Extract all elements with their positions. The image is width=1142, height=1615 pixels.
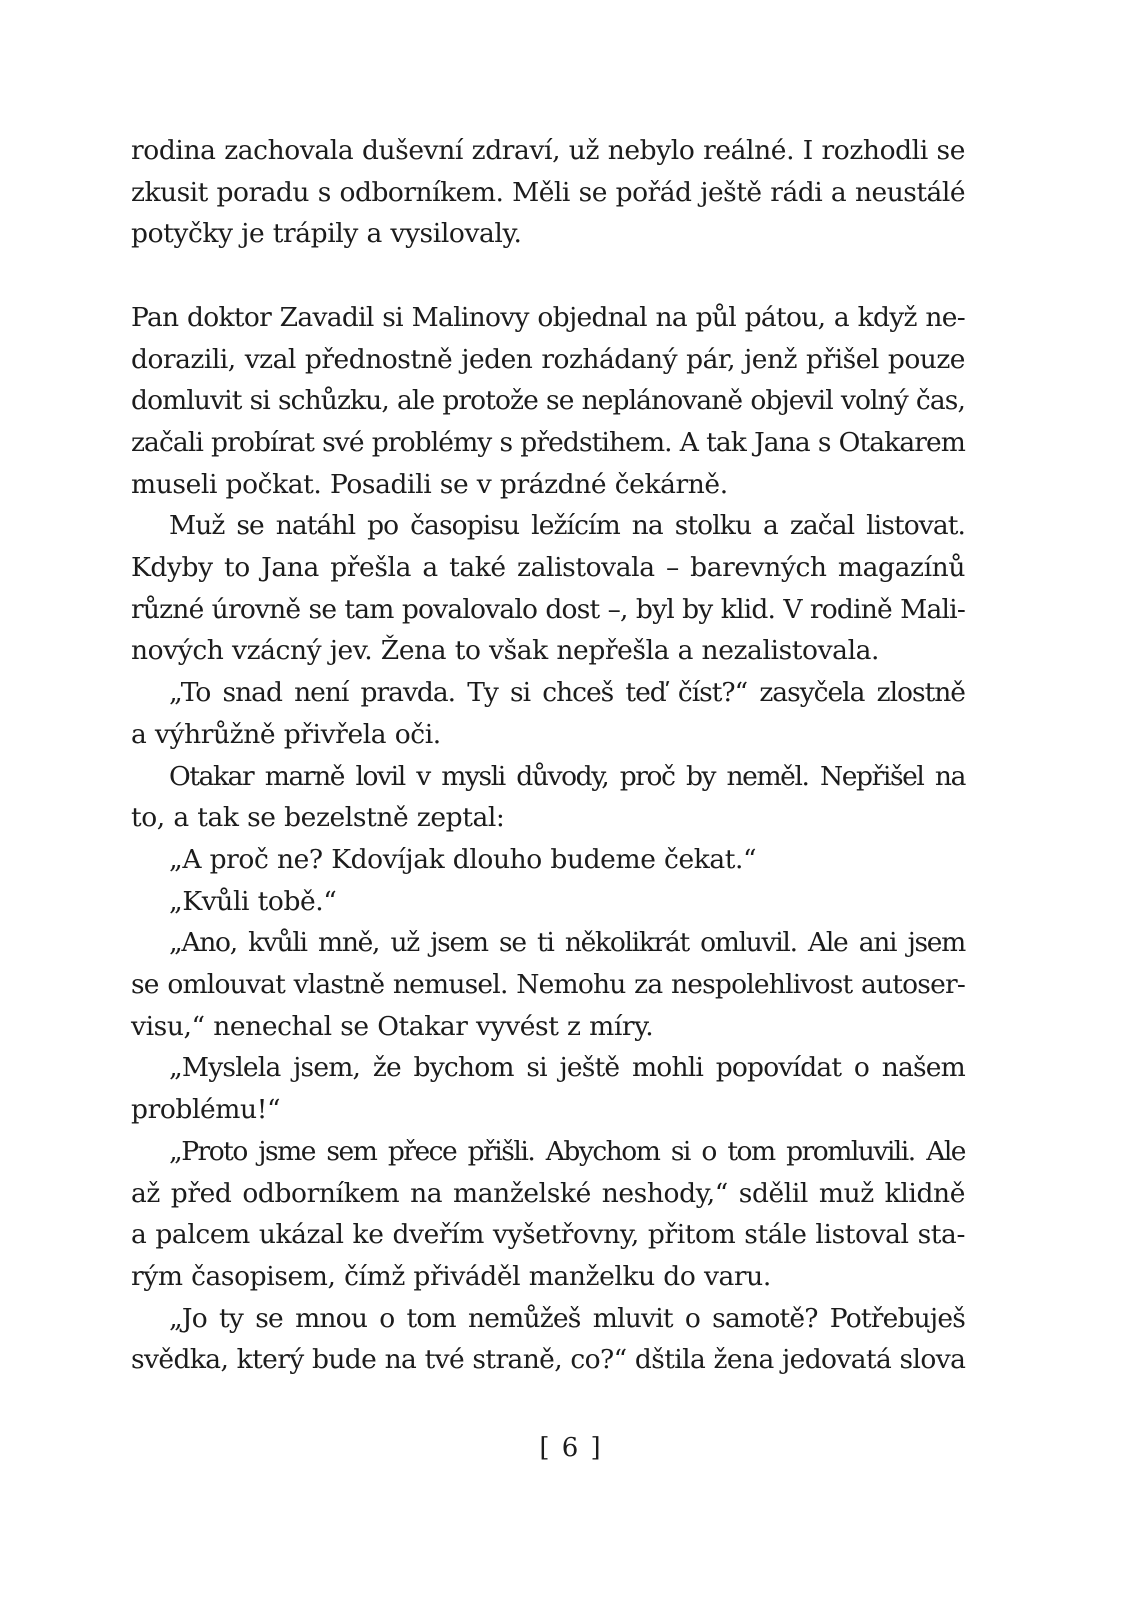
- text-line: visu,“ nenechal se Otakar vyvést z míry.: [131, 1010, 654, 1042]
- text-line: „To snad není pravda. Ty si chceš teď číst?“ zasyčela zlostně: [169, 677, 965, 709]
- text-line: se omlouvat vlastně nemusel. Nemohu za nespolehlivost autoser-: [131, 969, 965, 1001]
- text-line: nových vzácný jev. Žena to však nepřešla a nezalistovala.: [131, 635, 880, 667]
- paragraph: [131, 1047, 965, 1130]
- text-line: „A proč ne? Kdovíjak dlouho budeme čekat.“: [169, 843, 757, 875]
- paragraph: [131, 881, 965, 923]
- text-line: „Kvůli tobě.“: [169, 885, 337, 917]
- text-line: až před odborníkem na manželské neshody,“ sdělil muž klidně: [131, 1177, 965, 1209]
- text-line: dorazili, vzal přednostně jeden rozhádaný pár, jenž přišel pouze: [131, 343, 965, 375]
- text-line: různé úrovně se tam povalovalo dost –, byl by klid. V rodině Mali-: [131, 593, 965, 625]
- text-line: Kdyby to Jana přešla a také zalistovala – barevných magazínů: [131, 552, 965, 584]
- text-line: to, a tak se bezelstně zeptal:: [131, 802, 505, 834]
- paragraph-gap: [131, 255, 965, 297]
- paragraph: [131, 1131, 965, 1298]
- text-line: problému!“: [131, 1094, 281, 1126]
- paragraph: [131, 839, 965, 881]
- paragraph: [131, 672, 965, 755]
- paragraph: [131, 922, 965, 1047]
- text-line: rým časopisem, čímž přiváděl manželku do varu.: [131, 1260, 771, 1292]
- text-line: rodina zachovala duševní zdraví, už nebylo reálné. I rozhodli se: [131, 135, 965, 166]
- text-line: zkusit poradu s odborníkem. Měli se pořád ještě rádi a neustálé: [131, 176, 965, 208]
- text-line: a výhrůžně přivřela oči.: [131, 718, 441, 750]
- text-line: a palcem ukázal ke dveřím vyšetřovny, přitom stále listoval sta-: [131, 1219, 965, 1251]
- text-line: „Proto jsme sem přece přišli. Abychom si o tom promluvili. Ale: [169, 1135, 965, 1167]
- paragraph: [131, 130, 965, 255]
- page-number: [ 6 ]: [539, 1433, 603, 1463]
- text-line: „Jo ty se mnou o tom nemůžeš mluvit o samotě? Potřebuješ: [169, 1302, 965, 1334]
- text-line: potyčky je trápily a vysilovaly.: [131, 218, 522, 250]
- text-line: svědka, který bude na tvé straně, co?“ dštila žena jedovatá slova: [131, 1344, 966, 1376]
- paragraph: [131, 1298, 965, 1381]
- paragraph: [131, 505, 965, 672]
- text-line: museli počkat. Posadili se v prázdné čekárně.: [131, 468, 728, 500]
- paragraph: [131, 297, 965, 506]
- text-line: Otakar marně lovil v mysli důvody, proč by neměl. Nepřišel na: [169, 760, 965, 792]
- text-line: „Myslela jsem, že bychom si ještě mohli popovídat o našem: [169, 1052, 965, 1084]
- body-text: [131, 130, 965, 1381]
- text-line: začali probírat své problémy s předstihem. A tak Jana s Otakarem: [131, 426, 965, 458]
- text-line: domluvit si schůzku, ale protože se neplánovaně objevil volný čas,: [131, 385, 965, 417]
- text-line: Pan doktor Zavadil si Malinovy objednal na půl pátou, a když ne-: [131, 301, 965, 333]
- paragraph: [131, 756, 965, 839]
- text-line: „Ano, kvůli mně, už jsem se ti několikrát omluvil. Ale ani jsem: [169, 927, 965, 959]
- text-line: Muž se natáhl po časopisu ležícím na stolku a začal listovat.: [169, 510, 965, 542]
